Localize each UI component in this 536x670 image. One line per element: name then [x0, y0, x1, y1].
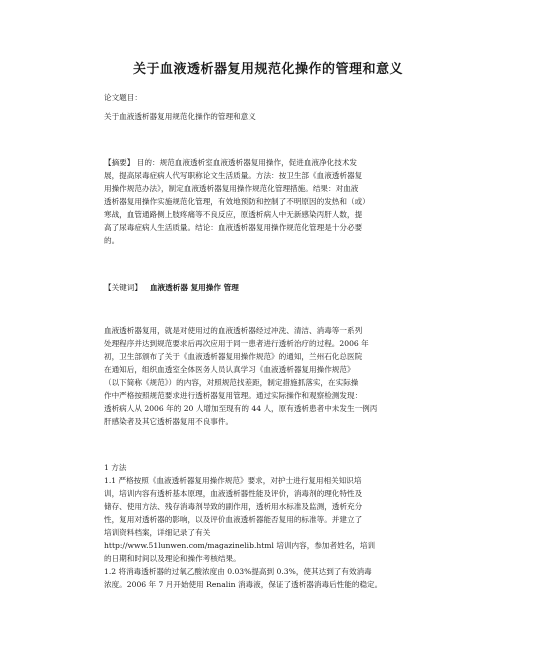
methods-line: 储存、使用方法、残存消毒剂导致的副作用，透析用水标准及监测，透析充分 — [104, 502, 363, 511]
abstract-line: 展，提高尿毒症病人代写职称论文生活质量。方法：按卫生部《血液透析器复 — [104, 171, 363, 180]
section-heading: 1 方法 — [104, 463, 127, 472]
meta-title: 关于血液透析器复用规范化操作的管理和意义 — [104, 112, 256, 121]
intro-line: 处理程序并达到规范要求后再次应用于同一患者进行透析治疗的过程。2006 年 — [104, 339, 369, 348]
intro-line: 在通知后，组织血透室全体医务人员认真学习《血液透析器复用操作规范》 — [104, 365, 355, 374]
intro-line: 作中严格按照规范要求进行透析器复用管理。通过实际操作和观察检测发现： — [104, 391, 363, 400]
methods-line: 的日期和时间以及理论和操作考核结果。 — [104, 554, 241, 563]
keywords-label: 【关键词】 — [104, 283, 142, 292]
methods-url-line: http://www.51lunwen.com/magazinelib.html 培训内容，参加者姓名，培训 — [104, 541, 376, 550]
abstract-line: 寒战，血管通路侧上肢疼痛等不良反应，原透析病人中无新感染丙肝人数，提 — [104, 210, 363, 219]
methods-line: 培训资料档案，详细记录了有关 — [104, 528, 211, 537]
abstract-line: 用操作规范办法》，制定血液透析器复用操作规范化管理措施。结果：对血液 — [104, 184, 359, 193]
methods-line: 性，复用对透析器的影响，以及评价血液透析器能否复用的标准等。并建立了 — [104, 515, 363, 524]
methods-line: 训，培训内容有透析基本原理，血液透析器性能及评价，消毒剂的理化特性及 — [104, 489, 363, 498]
intro-line: 血液透析器复用，就是对使用过的血液透析器经过冲洗、清洁、消毒等一系列 — [104, 326, 363, 335]
methods-line: 1.1 严格按照《血液透析器复用操作规范》要求，对护士进行复用相关知识培 — [104, 476, 362, 485]
methods-line: 1.2 将消毒透析器的过氧乙酸浓度由 0.03%提高到 0.3%，使其达到了有效消毒 — [104, 567, 372, 576]
methods-line: 浓度。2006 年 7 月开始使用 Renalin 消毒液，保证了透析器消毒后性能的稳定。 — [104, 580, 383, 589]
meta-label: 论文题目： — [104, 93, 142, 102]
keywords-terms: 血液透析器 复用操作 管理 — [149, 283, 239, 292]
document-title: 关于血液透析器复用规范化操作的管理和意义 — [132, 62, 403, 77]
abstract-line: 透析器复用操作实施规范化管理，有效地预防和控制了不明原因的发热和（或） — [104, 197, 370, 206]
intro-line: （以下简称《规范》）的内容，对照规范找差距，制定措施抓落实，在实际操 — [104, 378, 359, 387]
abstract-line: 的。 — [104, 236, 120, 245]
intro-line: 肝感染者及其它透析器复用不良事件。 — [104, 417, 234, 426]
keywords-row — [104, 282, 444, 294]
intro-line: 透析病人从 2006 年的 20 人增加至现有的 44 人，原有透析患者中未发生一例丙 — [104, 404, 378, 413]
abstract-line: 【摘要】 目的：规范血液透析室血液透析器复用操作，促进血液净化技术发 — [104, 158, 358, 167]
intro-line: 初，卫生部颁布了关于《血液透析器复用操作规范》的通知，兰州石化总医院 — [104, 352, 363, 361]
abstract-line: 高了尿毒症病人生活质量。结论：血液透析器复用操作规范化管理是十分必要 — [104, 223, 363, 232]
